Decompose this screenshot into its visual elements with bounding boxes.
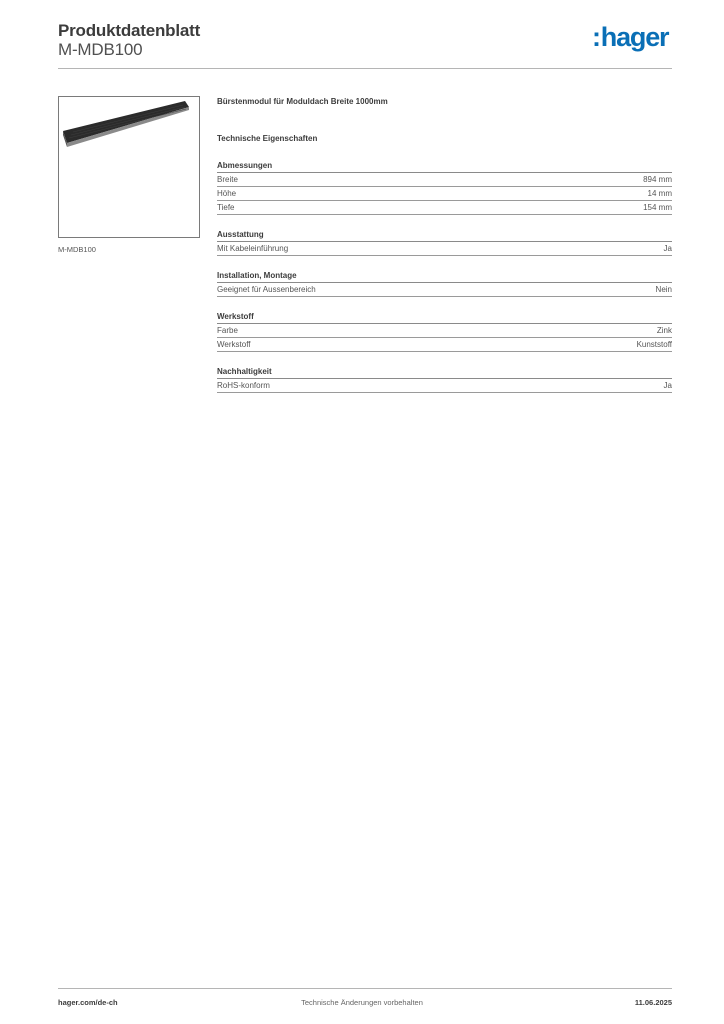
spec-row [217, 187, 672, 201]
footer-website-link[interactable]: hager.com/de-ch [58, 998, 118, 1007]
spec-label: Höhe [217, 189, 237, 198]
hager-logo [592, 24, 668, 51]
spec-group-title: Installation, Montage [217, 270, 672, 283]
spec-row [217, 324, 672, 338]
spec-group-title: Werkstoff [217, 311, 672, 324]
spec-value: 154 mm [643, 203, 672, 212]
header-divider [58, 68, 672, 69]
spec-label: Tiefe [217, 203, 235, 212]
logo-text: hager [600, 22, 669, 52]
spec-row [217, 173, 672, 187]
spec-group-nachhaltigkeit [217, 366, 672, 393]
spec-row [217, 201, 672, 215]
spec-value: Ja [663, 381, 672, 390]
spec-value: 14 mm [647, 189, 672, 198]
product-details [217, 96, 672, 407]
logo-colon-icon: : [592, 22, 600, 52]
spec-group-installation [217, 270, 672, 297]
spec-value: Zink [656, 326, 672, 335]
specs-heading: Technische Eigenschaften [217, 134, 318, 143]
page-title: Produktdatenblatt [58, 21, 201, 40]
spec-group-ausstattung [217, 229, 672, 256]
footer-note: Technische Änderungen vorbehalten [301, 998, 423, 1007]
spec-row [217, 338, 672, 352]
spec-value: Nein [655, 285, 672, 294]
spec-group-title: Ausstattung [217, 229, 672, 242]
spec-row [217, 242, 672, 256]
footer-divider [58, 988, 672, 989]
spec-label: Geeignet für Aussenbereich [217, 285, 316, 294]
brush-module-image [59, 97, 199, 237]
spec-row [217, 283, 672, 297]
product-code: M-MDB100 [58, 40, 143, 59]
spec-group-abmessungen [217, 160, 672, 215]
spec-label: Breite [217, 175, 238, 184]
spec-label: Werkstoff [217, 340, 251, 349]
spec-group-title: Nachhaltigkeit [217, 366, 672, 379]
spec-value: Kunststoff [636, 340, 672, 349]
image-caption: M-MDB100 [58, 245, 96, 254]
spec-group-werkstoff [217, 311, 672, 352]
spec-value: Ja [663, 244, 672, 253]
product-description: Bürstenmodul für Moduldach Breite 1000mm [217, 97, 388, 106]
spec-row [217, 379, 672, 393]
product-image-frame [58, 96, 200, 238]
spec-label: Farbe [217, 326, 238, 335]
spec-label: RoHS-konform [217, 381, 270, 390]
spec-group-title: Abmessungen [217, 160, 672, 173]
footer-date: 11.06.2025 [634, 998, 672, 1007]
spec-value: 894 mm [643, 175, 672, 184]
spec-label: Mit Kabeleinführung [217, 244, 289, 253]
